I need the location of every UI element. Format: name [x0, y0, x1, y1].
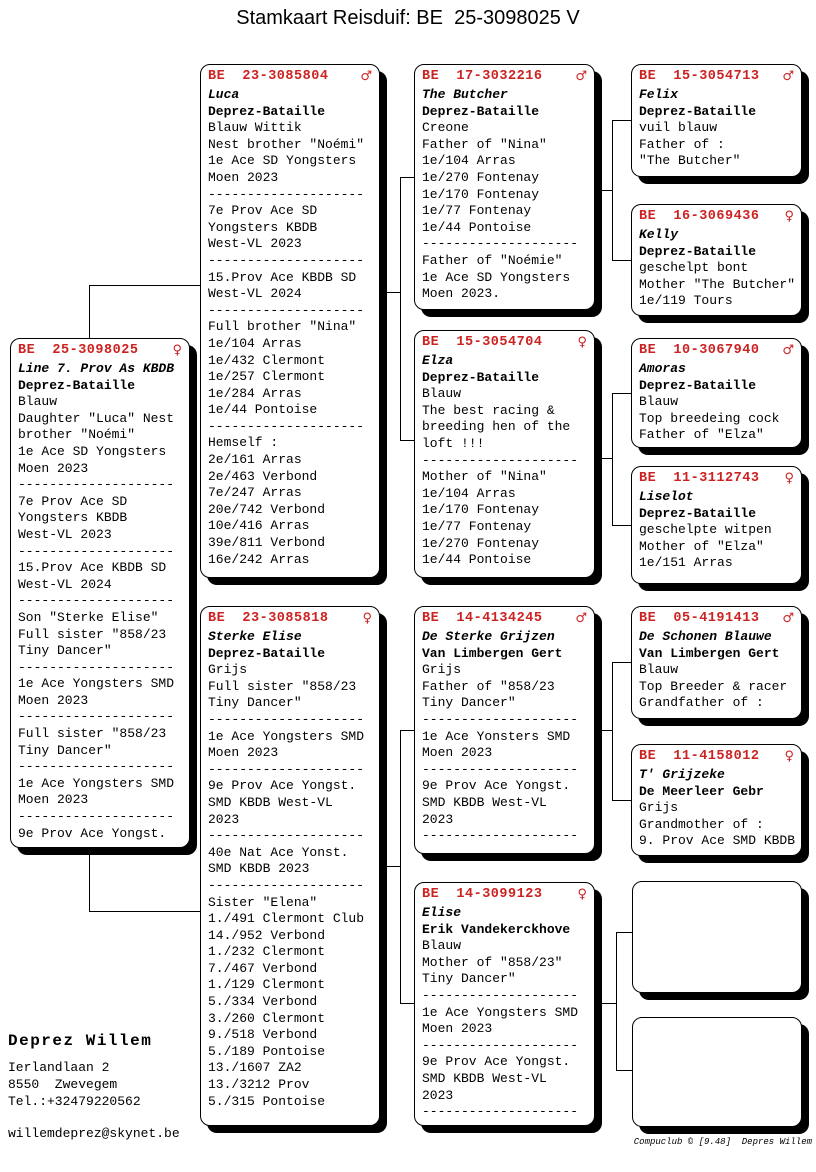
ring-number: BE 14-3099123 — [422, 887, 543, 903]
breeder-name: Deprez-Bataille — [639, 103, 757, 119]
ring-number: BE 15-3054704 — [422, 335, 543, 351]
info-line: 15.Prov Ace KBDB SD — [208, 269, 357, 285]
info-line: loft !!! — [422, 435, 485, 451]
breeder-name: Deprez-Bataille — [18, 377, 136, 393]
female-icon: ♀ — [577, 887, 587, 903]
info-line: 1e Ace Yongsters SMD — [18, 676, 175, 692]
pigeon-name: Felix — [639, 87, 679, 102]
info-line: 1e/170 Fontenay — [422, 186, 540, 202]
male-icon: ♂ — [575, 611, 587, 627]
info-line: Hemself : — [208, 435, 279, 451]
ring-number: BE 14-4134245 — [422, 611, 543, 627]
ring-header — [18, 342, 184, 361]
info-line: Moen 2023 — [422, 745, 493, 761]
info-line: 14./952 Verbond — [208, 927, 326, 943]
info-line: Father of "Noémie" — [422, 252, 563, 268]
info-line: 7./467 Verbond — [208, 960, 318, 976]
info-line: 2023 — [422, 811, 454, 827]
info-line: Yongsters KBDB — [18, 510, 128, 526]
male-icon: ♂ — [782, 69, 794, 85]
separator-line: -------------------- — [208, 828, 365, 844]
info-line: 1e/270 Fontenay — [422, 535, 540, 551]
ring-header — [639, 68, 796, 87]
connector-line — [612, 393, 613, 526]
info-line: 1e/104 Arras — [208, 335, 302, 351]
info-line: brother "Noémi" — [18, 427, 136, 443]
info-line: 1e Ace SD Yongsters — [208, 153, 357, 169]
info-line: 1./232 Clermont — [208, 944, 326, 960]
pigeon-name: Kelly — [639, 227, 679, 242]
info-line: Blauw — [639, 662, 679, 678]
pigeon-name: Elza — [422, 353, 454, 368]
ring-number: BE 16-3069436 — [639, 209, 760, 225]
separator-line: -------------------- — [422, 1104, 579, 1120]
separator-line: -------------------- — [208, 302, 365, 318]
info-line: Father of "Elza" — [639, 427, 764, 443]
info-line: 9e Prov Ace Yongst. — [422, 1054, 571, 1070]
ring-header — [639, 610, 796, 629]
info-line: Grijs — [639, 800, 679, 816]
separator-line: -------------------- — [208, 252, 365, 268]
info-line: Father of : — [639, 136, 725, 152]
info-line: Moen 2023 — [18, 692, 89, 708]
separator-line: -------------------- — [208, 711, 365, 727]
female-icon: ♀ — [784, 471, 794, 487]
male-icon: ♂ — [575, 69, 587, 85]
male-icon: ♂ — [782, 611, 794, 627]
ring-number: BE 23-3085818 — [208, 611, 329, 627]
info-line: Father of "858/23 — [422, 678, 555, 694]
info-line: Mother of "Nina" — [422, 469, 547, 485]
connector-line — [89, 285, 201, 286]
info-line: Grandfather of : — [639, 695, 764, 711]
connector-line — [612, 260, 631, 261]
info-line: Blauw — [422, 938, 462, 954]
pigeon-name: Liselot — [639, 489, 694, 504]
info-line: Yongsters KBDB — [208, 219, 318, 235]
info-line: Full brother "Nina" — [208, 319, 357, 335]
ring-number: BE 25-3098025 — [18, 343, 139, 359]
breeder-name: Deprez-Bataille — [422, 369, 540, 385]
info-line: 40e Nat Ace Yonst. — [208, 844, 349, 860]
pedigree-box-liselot — [631, 466, 802, 584]
separator-line: -------------------- — [18, 593, 175, 609]
info-line: Moen 2023 — [18, 460, 89, 476]
breeder-name: Erik Vandekerckhove — [422, 921, 571, 937]
info-line: 1e/284 Arras — [208, 385, 302, 401]
info-line: Moen 2023 — [422, 1021, 493, 1037]
info-line: Nest brother "Noémi" — [208, 136, 365, 152]
info-line: West-VL 2023 — [18, 526, 112, 542]
info-line: 1e/44 Pontoise — [422, 552, 532, 568]
info-line: 1e Ace Yongsters SMD — [422, 1004, 579, 1020]
info-line: 1e/432 Clermont — [208, 352, 326, 368]
separator-line: -------------------- — [422, 828, 579, 844]
info-line: 1e/104 Arras — [422, 485, 516, 501]
info-line: Full sister "858/23 — [208, 678, 357, 694]
pedigree-box-t-grijzeke — [631, 744, 802, 856]
info-line: West-VL 2023 — [208, 236, 302, 252]
separator-line: -------------------- — [18, 759, 175, 775]
info-line: 7e Prov Ace SD — [208, 203, 318, 219]
info-line: 2e/161 Arras — [208, 452, 302, 468]
info-line: 1e/257 Clermont — [208, 369, 326, 385]
connector-line — [612, 800, 631, 801]
info-line: West-VL 2024 — [18, 576, 112, 592]
connector-line — [596, 1003, 616, 1004]
connector-line — [612, 662, 613, 801]
breeder-name: Deprez-Bataille — [639, 243, 757, 259]
pedigree-box-empty-top — [632, 881, 802, 993]
connector-line — [400, 440, 414, 441]
info-line: 1e/151 Arras — [639, 555, 733, 571]
info-line: 2023 — [422, 1087, 454, 1103]
info-line: 1e/77 Fontenay — [422, 203, 532, 219]
female-icon: ♀ — [172, 343, 182, 359]
separator-line: -------------------- — [422, 711, 579, 727]
info-line: Tiny Dancer" — [422, 695, 516, 711]
info-line: Mother of "Elza" — [639, 538, 764, 554]
info-line: 5./334 Verbond — [208, 994, 318, 1010]
info-line: 1e Ace Yongsters SMD — [208, 728, 365, 744]
info-line: 10e/416 Arras — [208, 518, 310, 534]
separator-line: -------------------- — [208, 418, 365, 434]
breeder-name: Deprez-Bataille — [639, 505, 757, 521]
connector-line — [381, 292, 400, 293]
connector-line — [596, 458, 612, 459]
separator-line: -------------------- — [208, 877, 365, 893]
separator-line: -------------------- — [422, 236, 579, 252]
info-line: 7e/247 Arras — [208, 485, 302, 501]
pedigree-box-elise — [414, 882, 595, 1126]
separator-line: -------------------- — [18, 709, 175, 725]
connector-line — [400, 730, 414, 731]
connector-line — [596, 190, 612, 191]
female-icon: ♀ — [784, 749, 794, 765]
info-line: 1e/104 Arras — [422, 153, 516, 169]
breeder-name: Van Limbergen Gert — [422, 645, 563, 661]
breeder-name: Van Limbergen Gert — [639, 645, 780, 661]
info-line: 7e Prov Ace SD — [18, 493, 128, 509]
breeder-name: Deprez-Bataille — [208, 645, 326, 661]
ring-number: BE 11-4158012 — [639, 749, 760, 765]
info-line: geschelpt bont — [639, 260, 749, 276]
page-title: Stamkaart Reisduif: BE 25-3098025 V — [236, 7, 580, 29]
info-line: 9e Prov Ace Yongst. — [18, 825, 167, 841]
ring-number: BE 05-4191413 — [639, 611, 760, 627]
info-line: 1e/119 Tours — [639, 293, 733, 309]
separator-line: -------------------- — [18, 809, 175, 825]
pedigree-box-sterke-elise — [200, 606, 380, 1126]
info-line: 13./3212 Prov — [208, 1077, 310, 1093]
ring-header — [422, 68, 589, 87]
pigeon-name: Sterke Elise — [208, 629, 302, 644]
connector-line — [612, 120, 613, 261]
connector-line — [381, 866, 400, 867]
info-line: 1e/170 Fontenay — [422, 502, 540, 518]
info-line: vuil blauw — [639, 120, 718, 136]
info-line: Blauw — [639, 394, 679, 410]
pigeon-name: Line 7. Prov As KBDB — [18, 361, 175, 376]
info-line: 13./1607 ZA2 — [208, 1060, 302, 1076]
connector-line — [400, 1003, 414, 1004]
info-line: Moen 2023. — [422, 286, 501, 302]
info-line: 1e Ace SD Yongsters — [422, 269, 571, 285]
info-line: "The Butcher" — [639, 153, 741, 169]
female-icon: ♀ — [784, 209, 794, 225]
info-line: Blauw — [422, 386, 462, 402]
ring-number: BE 11-3112743 — [639, 471, 760, 487]
female-icon: ♀ — [362, 611, 372, 627]
pedigree-box-felix — [631, 64, 802, 177]
separator-line: -------------------- — [422, 452, 579, 468]
info-line: 15.Prov Ace KBDB SD — [18, 560, 167, 576]
breeder-name: Deprez-Bataille — [422, 103, 540, 119]
info-line: Top Breeder & racer — [639, 678, 788, 694]
pedigree-box-subject — [10, 338, 190, 848]
ring-header — [422, 610, 589, 629]
info-line: 1e/44 Pontoise — [422, 219, 532, 235]
info-line: Tiny Dancer" — [18, 643, 112, 659]
info-line: West-VL 2024 — [208, 286, 302, 302]
info-line: Grijs — [208, 662, 248, 678]
info-line: 3./260 Clermont — [208, 1010, 326, 1026]
info-line: Moen 2023 — [208, 169, 279, 185]
info-line: Tiny Dancer" — [208, 695, 302, 711]
info-line: 1e Ace Yonsters SMD — [422, 728, 571, 744]
owner-address-line: 8550 Zwevegem — [8, 1077, 118, 1092]
separator-line: -------------------- — [208, 186, 365, 202]
ring-header — [639, 470, 796, 489]
connector-line — [596, 730, 612, 731]
info-line: 1e/44 Pontoise — [208, 402, 318, 418]
info-line: 1./129 Clermont — [208, 977, 326, 993]
owner-phone: Tel.:+32479220562 — [8, 1094, 141, 1109]
info-line: 1e Ace Yongsters SMD — [18, 775, 175, 791]
ring-number: BE 23-3085804 — [208, 69, 329, 85]
info-line: Creone — [422, 120, 469, 136]
info-line: Full sister "858/23 — [18, 626, 167, 642]
info-line: 2e/463 Verbond — [208, 468, 318, 484]
info-line: 1e/77 Fontenay — [422, 518, 532, 534]
pigeon-name: T' Grijzeke — [639, 767, 725, 782]
pigeon-name: Luca — [208, 87, 240, 102]
info-line: SMD KBDB West-VL — [422, 794, 547, 810]
male-icon: ♂ — [360, 69, 372, 85]
info-line: 1e Ace SD Yongsters — [18, 443, 167, 459]
owner-email: willemdeprez@skynet.be — [8, 1126, 180, 1141]
info-line: Mother of "858/23" — [422, 954, 563, 970]
pedigree-box-de-schonen-blauwe — [631, 606, 802, 719]
info-line: The best racing & — [422, 402, 555, 418]
ring-header — [422, 334, 589, 353]
pedigree-box-de-sterke-grijzen — [414, 606, 595, 854]
info-line: 9. Prov Ace SMD KBDB — [639, 833, 796, 849]
software-credit: Compuclub © [9.48] Depres Willem — [633, 1137, 812, 1147]
male-icon: ♂ — [782, 343, 794, 359]
info-line: 20e/742 Verbond — [208, 501, 326, 517]
separator-line: -------------------- — [422, 1037, 579, 1053]
connector-line — [89, 911, 201, 912]
pigeon-name: De Schonen Blauwe — [639, 629, 772, 644]
info-line: 2023 — [208, 811, 240, 827]
ring-number: BE 17-3032216 — [422, 69, 543, 85]
separator-line: -------------------- — [18, 477, 175, 493]
owner-name: Deprez Willem — [8, 1032, 153, 1050]
info-line: SMD KBDB West-VL — [422, 1070, 547, 1086]
info-line: Sister "Elena" — [208, 894, 318, 910]
pedigree-box-luca — [200, 64, 380, 578]
separator-line: -------------------- — [18, 543, 175, 559]
info-line: 39e/811 Verbond — [208, 535, 326, 551]
pigeon-name: Amoras — [639, 361, 686, 376]
info-line: SMD KBDB 2023 — [208, 861, 310, 877]
info-line: 1e/270 Fontenay — [422, 169, 540, 185]
ring-header — [639, 748, 796, 767]
connector-line — [400, 730, 401, 1004]
info-line: 9e Prov Ace Yongst. — [208, 778, 357, 794]
connector-line — [616, 932, 617, 1071]
breeder-name: De Meerleer Gebr — [639, 783, 764, 799]
owner-address-line: Ierlandlaan 2 — [8, 1060, 110, 1075]
connector-line — [612, 393, 631, 394]
info-line: Grandmother of : — [639, 816, 764, 832]
ring-header — [422, 886, 589, 905]
pedigree-box-the-butcher — [414, 64, 595, 310]
info-line: Moen 2023 — [18, 792, 89, 808]
connector-line — [612, 662, 631, 663]
info-line: Tiny Dancer" — [18, 742, 112, 758]
info-line: Tiny Dancer" — [422, 971, 516, 987]
info-line: Father of "Nina" — [422, 136, 547, 152]
connector-line — [616, 932, 632, 933]
info-line: Blauw Wittik — [208, 120, 302, 136]
info-line: Moen 2023 — [208, 745, 279, 761]
pedigree-box-elza — [414, 330, 595, 578]
info-line: Son "Sterke Elise" — [18, 609, 159, 625]
connector-line — [616, 1070, 632, 1071]
ring-header — [639, 208, 796, 227]
info-line: 9e Prov Ace Yongst. — [422, 778, 571, 794]
info-line: Daughter "Luca" Nest — [18, 410, 175, 426]
pedigree-box-kelly — [631, 204, 802, 316]
separator-line: -------------------- — [18, 659, 175, 675]
info-line: 5./315 Pontoise — [208, 1093, 326, 1109]
info-line: SMD KBDB West-VL — [208, 794, 333, 810]
info-line: 5./189 Pontoise — [208, 1043, 326, 1059]
info-line: Grijs — [422, 662, 462, 678]
separator-line: -------------------- — [208, 761, 365, 777]
pigeon-name: Elise — [422, 905, 462, 920]
connector-line — [89, 285, 90, 338]
info-line: Top breedeing cock — [639, 410, 780, 426]
info-line: geschelpte witpen — [639, 522, 772, 538]
ring-number: BE 10-3067940 — [639, 343, 760, 359]
owner-block — [8, 1032, 180, 1142]
ring-header — [208, 68, 374, 87]
info-line: Full sister "858/23 — [18, 726, 167, 742]
female-icon: ♀ — [577, 335, 587, 351]
breeder-name: Deprez-Bataille — [639, 377, 757, 393]
connector-line — [612, 525, 631, 526]
pigeon-name: The Butcher — [422, 87, 508, 102]
ring-number: BE 15-3054713 — [639, 69, 760, 85]
info-line: 16e/242 Arras — [208, 551, 310, 567]
pedigree-box-amoras — [631, 338, 802, 448]
info-line: 1./491 Clermont Club — [208, 911, 365, 927]
ring-header — [208, 610, 374, 629]
info-line: Blauw — [18, 394, 58, 410]
connector-line — [89, 848, 90, 911]
separator-line: -------------------- — [422, 761, 579, 777]
ring-header — [639, 342, 796, 361]
pedigree-box-empty-bottom — [632, 1017, 802, 1127]
connector-line — [400, 177, 414, 178]
connector-line — [612, 120, 631, 121]
info-line: Mother "The Butcher" — [639, 276, 796, 292]
connector-line — [400, 177, 401, 441]
breeder-name: Deprez-Bataille — [208, 103, 326, 119]
separator-line: -------------------- — [422, 987, 579, 1003]
info-line: 9./518 Verbond — [208, 1027, 318, 1043]
info-line: breeding hen of the — [422, 419, 571, 435]
pigeon-name: De Sterke Grijzen — [422, 629, 555, 644]
